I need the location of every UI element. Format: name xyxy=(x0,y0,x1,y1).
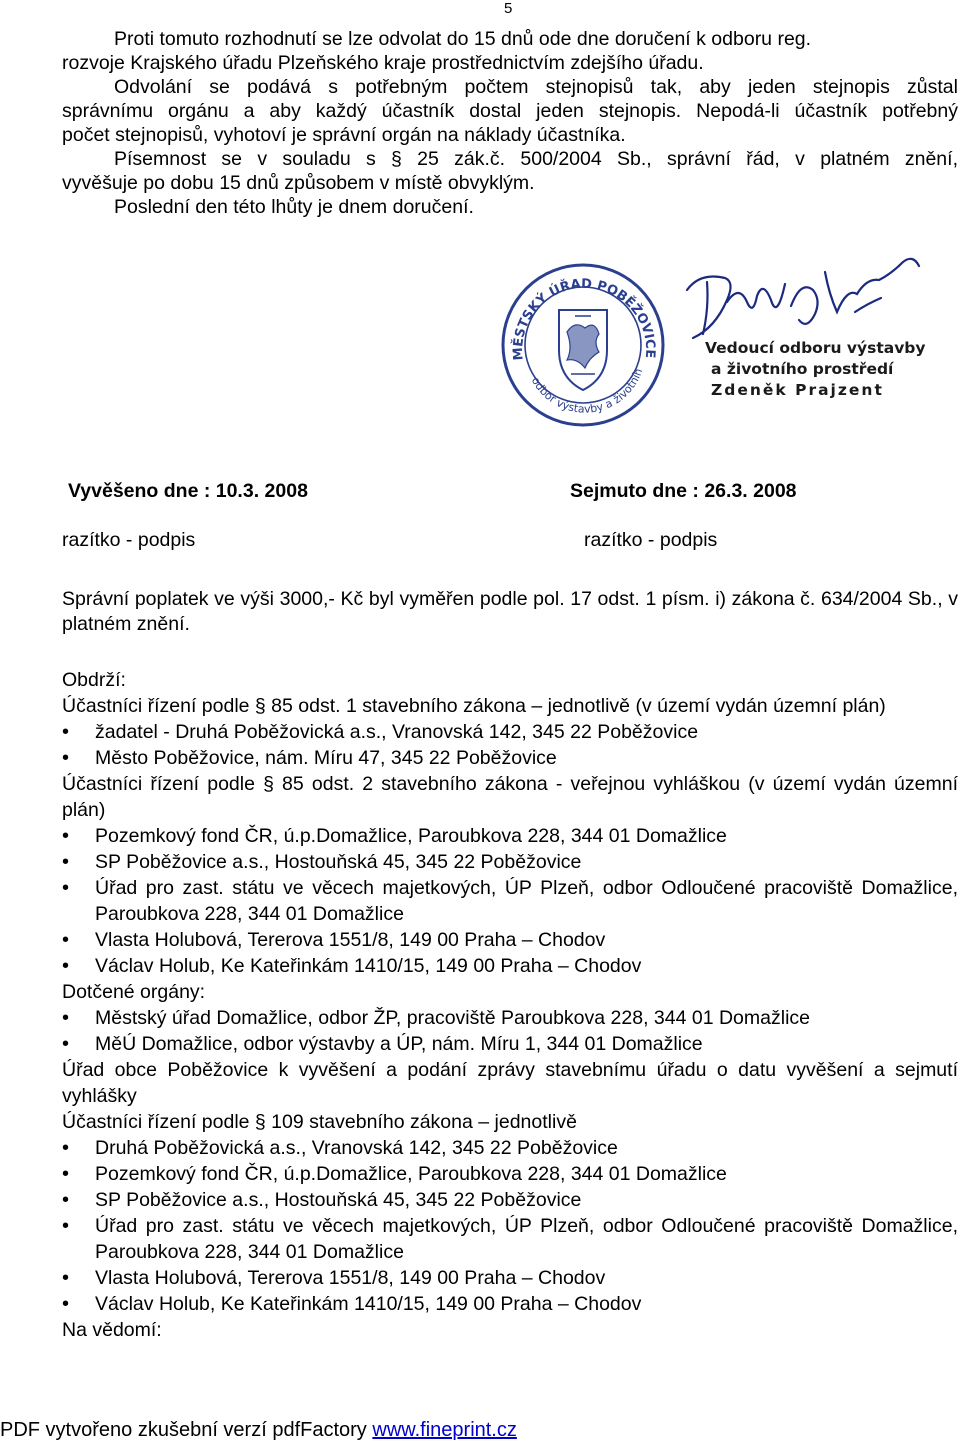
group1-list xyxy=(62,719,958,771)
posting-line-2: vyvěšuje po dobu 15 dnů způsobem v místě obvyklým. xyxy=(62,172,535,194)
list-item: • MěÚ Domažlice, odbor výstavby a ÚP, nám. Míru 1, 344 01 Domažlice xyxy=(62,1031,958,1057)
group3-list xyxy=(62,1005,958,1057)
svg-text:odbor výstavby a životního pro: odbor výstavby a životníh xyxy=(528,366,646,416)
fee-paragraph: Správní poplatek ve výši 3000,- Kč byl vyměřen podle pol. 17 odst. 1 písm. i) zákona č. 634/2004 Sb., v platném znění. xyxy=(62,588,958,635)
list-item: • Druhá Poběžovická a.s., Vranovská 142, 345 22 Poběžovice xyxy=(62,1135,958,1161)
appeal-section xyxy=(62,27,958,219)
list-item: • Václav Holub, Ke Kateřinkám 1410/15, 149 00 Praha – Chodov xyxy=(62,1291,958,1317)
list-item: • Úřad pro zast. státu ve věcech majetkových, ÚP Plzeň, odbor Odloučené pracoviště Domažlice, Paroubkova 228, 344 01 Domažlice xyxy=(62,1213,958,1265)
official-stamp-and-signature xyxy=(495,250,935,440)
stamp-signature-right: razítko - podpis xyxy=(584,529,718,551)
group6-heading: Na vědomí: xyxy=(62,1319,162,1341)
list-item: • Město Poběžovice, nám. Míru 47, 345 22 Poběžovice xyxy=(62,745,958,771)
removed-date: Sejmuto dne : 26.3. 2008 xyxy=(570,480,797,502)
group3-heading: Dotčené orgány: xyxy=(62,981,206,1003)
appeal-line-2: rozvoje Krajského úřadu Plzeňského kraje prostřednictvím zdejšího úřadu. xyxy=(62,52,704,74)
list-item: • SP Poběžovice a.s., Hostouňská 45, 345 22 Poběžovice xyxy=(62,849,958,875)
official-title-block xyxy=(705,338,926,401)
list-item: • Pozemkový fond ČR, ú.p.Domažlice, Paroubkova 228, 344 01 Domažlice xyxy=(62,1161,958,1187)
list-item: • Pozemkový fond ČR, ú.p.Domažlice, Paroubkova 228, 344 01 Domažlice xyxy=(62,823,958,849)
copies-line-2: správnímu orgánu a aby každý účastník dostal jeden stejnopis. Nepodá-li účastník potřebný xyxy=(62,100,958,122)
stamp-signature-left: razítko - podpis xyxy=(62,529,196,551)
group2-heading: Účastníci řízení podle § 85 odst. 2 stavebního zákona - veřejnou vyhláškou (v území vydán územní plán) xyxy=(62,773,958,821)
group5-heading: Účastníci řízení podle § 109 stavebního zákona – jednotlivě xyxy=(62,1111,577,1133)
last-day-text: Poslední den této lhůty je dnem doručení. xyxy=(114,196,474,218)
list-item: • Vlasta Holubová, Tererova 1551/8, 149 00 Praha – Chodov xyxy=(62,1265,958,1291)
list-item: • Vlasta Holubová, Tererova 1551/8, 149 00 Praha – Chodov xyxy=(62,927,958,953)
posting-line-1: Písemnost se v souladu s § 25 zák.č. 500/2004 Sb., správní řád, v platném znění, xyxy=(114,148,958,170)
copies-line-3: počet stejnopisů, vyhotoví je správní orgán na náklady účastníka. xyxy=(62,124,626,146)
group5-list xyxy=(62,1135,958,1317)
group4-heading: Úřad obce Poběžovice k vyvěšení a podání zprávy stavebnímu úřadu o datu vyvěšení a sejmutí vyhlášky xyxy=(62,1059,958,1107)
pdf-footer xyxy=(0,1419,517,1442)
list-item: • Městský úřad Domažlice, odbor ŽP, pracoviště Paroubkova 228, 344 01 Domažlice xyxy=(62,1005,958,1031)
recipients-section xyxy=(62,667,958,1343)
group1-heading: Účastníci řízení podle § 85 odst. 1 stavebního zákona – jednotlivě (v území vydán územní plán) xyxy=(62,695,886,717)
copies-paragraph xyxy=(62,75,958,147)
footer-link[interactable]: www.fineprint.cz xyxy=(372,1419,517,1441)
svg-text:MĚSTSKÝ ÚŘAD POBĚŽOVICE: MĚSTSKÝ ÚŘAD POBĚŽOVICE xyxy=(510,276,658,361)
footer-text: PDF vytvořeno zkušební verzí pdfFactory xyxy=(0,1419,367,1441)
recipients-heading: Obdrží: xyxy=(62,669,126,691)
official-name: Zdeněk Prajzent xyxy=(711,381,884,399)
list-item: • Úřad pro zast. státu ve věcech majetkových, ÚP Plzeň, odbor Odloučené pracoviště Domažlice, Paroubkova 228, 344 01 Domažlice xyxy=(62,875,958,927)
appeal-line-1: Proti tomuto rozhodnutí se lze odvolat do 15 dnů ode dne doručení k odboru reg. xyxy=(114,28,812,50)
group2-list xyxy=(62,823,958,979)
list-item: • SP Poběžovice a.s., Hostouňská 45, 345 22 Poběžovice xyxy=(62,1187,958,1213)
official-title-line-1: Vedoucí odboru výstavby xyxy=(705,339,926,357)
official-title-line-2: a životního prostředí xyxy=(711,360,894,378)
list-item: • Václav Holub, Ke Kateřinkám 1410/15, 149 00 Praha – Chodov xyxy=(62,953,958,979)
copies-line-1: Odvolání se podává s potřebným počtem stejnopisů tak, aby jeden stejnopis zůstal xyxy=(114,76,958,98)
posting-paragraph xyxy=(62,147,958,195)
page-number: 5 xyxy=(504,0,513,17)
posted-date: Vyvěšeno dne : 10.3. 2008 xyxy=(68,480,308,502)
list-item: • žadatel - Druhá Poběžovická a.s., Vranovská 142, 345 22 Poběžovice xyxy=(62,719,958,745)
appeal-paragraph xyxy=(62,27,958,75)
